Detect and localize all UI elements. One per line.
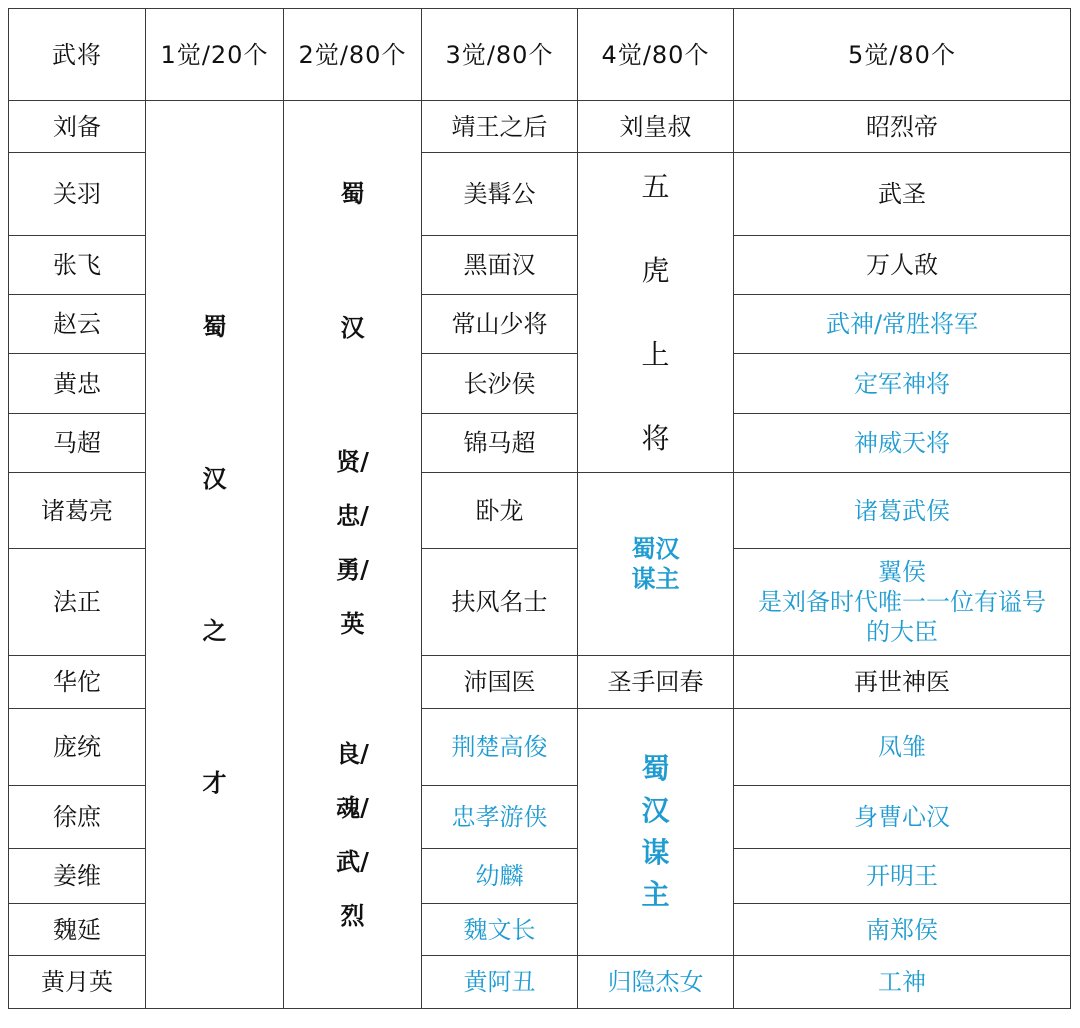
group-line: 蜀汉 — [631, 535, 680, 563]
awaken5-title: 定军神将 — [734, 354, 1071, 414]
awaken3-title: 沛国医 — [422, 656, 578, 709]
vertical-char: 将 — [641, 422, 670, 455]
awaken3-title: 靖王之后 — [422, 101, 578, 153]
vertical-char: 蜀 — [202, 311, 227, 341]
header-awaken5: 5觉/80个 — [734, 9, 1071, 101]
awaken3-title: 荆楚高俊 — [422, 709, 578, 786]
vertical-char: 魂/ — [336, 792, 369, 822]
general-name: 法正 — [9, 549, 146, 656]
awaken3-title: 扶风名士 — [422, 549, 578, 656]
header-row — [9, 9, 1071, 101]
awaken3-title: 魏文长 — [422, 904, 578, 956]
general-name: 张飞 — [9, 236, 146, 295]
table-row — [9, 101, 1071, 153]
awaken3-title: 黑面汉 — [422, 236, 578, 295]
vertical-char: 蜀 — [641, 752, 670, 785]
awakening-table — [8, 8, 1071, 1009]
vertical-char: 蜀 — [340, 178, 365, 208]
general-name: 魏延 — [9, 904, 146, 956]
vertical-char: 上 — [641, 338, 670, 371]
awaken1-group-shuhan-zhicai — [146, 101, 284, 1009]
vertical-char: 武/ — [336, 846, 369, 876]
awaken3-title: 常山少将 — [422, 295, 578, 354]
general-name: 庞统 — [9, 709, 146, 786]
general-name: 黄月英 — [9, 956, 146, 1009]
general-name: 华佗 — [9, 656, 146, 709]
header-general: 武将 — [9, 9, 146, 101]
awaken5-title: 诸葛武侯 — [734, 473, 1071, 549]
vertical-char: 英 — [340, 608, 365, 638]
general-name: 赵云 — [9, 295, 146, 354]
vertical-char: 贤/ — [336, 446, 369, 476]
vertical-char: 五 — [641, 170, 670, 203]
vertical-char: 汉 — [340, 312, 365, 342]
awaken2-group — [284, 101, 422, 1009]
vertical-char: 汉 — [202, 463, 227, 493]
vertical-char: 之 — [202, 615, 227, 645]
vertical-char: 虎 — [641, 254, 670, 287]
awaken4-title: 圣手回春 — [578, 656, 734, 709]
awaken3-title: 忠孝游侠 — [422, 786, 578, 849]
awaken4-title: 刘皇叔 — [578, 101, 734, 153]
group-line: 谋主 — [631, 565, 680, 593]
header-awaken4: 4觉/80个 — [578, 9, 734, 101]
awaken5-title: 昭烈帝 — [734, 101, 1071, 153]
awaken5-title: 南郑侯 — [734, 904, 1071, 956]
general-name: 诸葛亮 — [9, 473, 146, 549]
awaken5-title: 武神/常胜将军 — [734, 295, 1071, 354]
general-name: 徐庶 — [9, 786, 146, 849]
awaken4-group-moushu-vertical — [578, 709, 734, 956]
awaken5-title: 凤雏 — [734, 709, 1071, 786]
general-name: 姜维 — [9, 849, 146, 904]
awaken3-title: 幼麟 — [422, 849, 578, 904]
awaken3-title: 锦马超 — [422, 414, 578, 473]
general-name: 关羽 — [9, 153, 146, 236]
general-name: 马超 — [9, 414, 146, 473]
awaken5-title: 再世神医 — [734, 656, 1071, 709]
vertical-char: 忠/ — [336, 500, 369, 530]
vertical-char: 勇/ — [336, 554, 369, 584]
awaken5-title: 翼侯 是刘备时代唯一一位有谥号 的大臣 — [734, 549, 1071, 656]
awaken3-title: 黄阿丑 — [422, 956, 578, 1009]
vertical-char: 汉 — [641, 794, 670, 827]
vertical-char: 才 — [202, 767, 227, 797]
header-awaken1: 1觉/20个 — [146, 9, 284, 101]
awaken5-title: 开明王 — [734, 849, 1071, 904]
awaken4-title: 归隐杰女 — [578, 956, 734, 1009]
awaken5-title: 工神 — [734, 956, 1071, 1009]
awaken4-group-moushu — [578, 473, 734, 656]
general-name: 黄忠 — [9, 354, 146, 414]
header-awaken3: 3觉/80个 — [422, 9, 578, 101]
awaken5-title: 万人敌 — [734, 236, 1071, 295]
awaken5-title: 神威天将 — [734, 414, 1071, 473]
vertical-char: 主 — [641, 878, 670, 911]
vertical-char: 良/ — [336, 738, 369, 768]
awaken5-title: 武圣 — [734, 153, 1071, 236]
awaken5-title: 身曹心汉 — [734, 786, 1071, 849]
awaken3-title: 长沙侯 — [422, 354, 578, 414]
header-awaken2: 2觉/80个 — [284, 9, 422, 101]
awaken4-group-wuhu — [578, 153, 734, 473]
vertical-char: 烈 — [340, 900, 365, 930]
awaken3-title: 美髯公 — [422, 153, 578, 236]
general-name: 刘备 — [9, 101, 146, 153]
vertical-char: 谋 — [641, 836, 670, 869]
awaken3-title: 卧龙 — [422, 473, 578, 549]
